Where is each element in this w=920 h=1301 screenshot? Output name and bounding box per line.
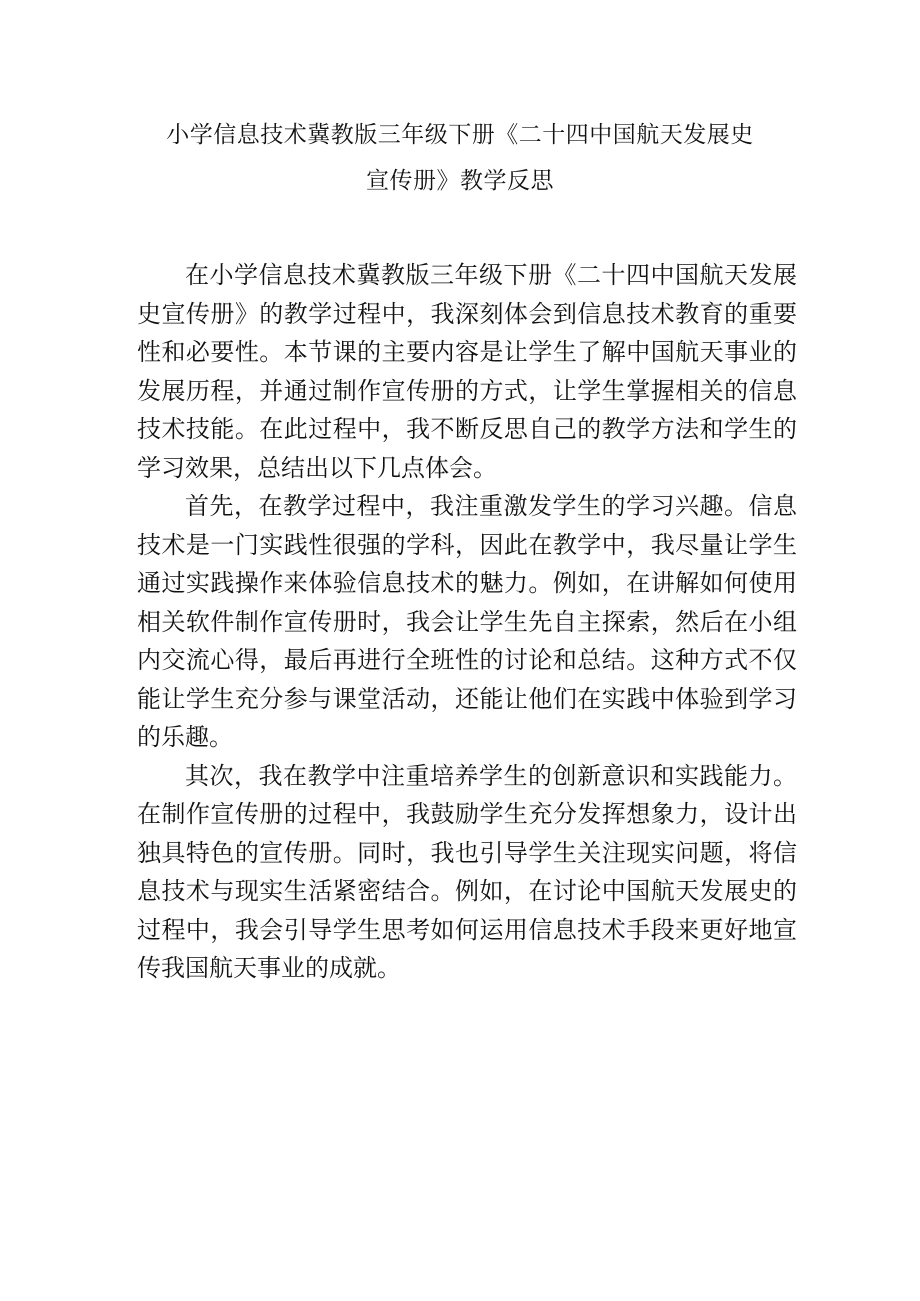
title-line-2: 宣传册》教学反思	[366, 168, 554, 194]
paragraph-intro: 在小学信息技术冀教版三年级下册《二十四中国航天发展史宣传册》的教学过程中，我深刻体会到信息技术教育的重要性和必要性。本节课的主要内容是让学生了解中国航天事业的发展历程，并通过制作宣传册的方式，让学生掌握相关的信息技术技能。在此过程中，我不断反思自己的教学方法和学生的学习效果，总结出以下几点体会。	[137, 261, 797, 482]
paragraph-second: 其次，我在教学中注重培养学生的创新意识和实践能力。在制作宣传册的过程中，我鼓励学生充分发挥想象力，设计出独具特色的宣传册。同时，我也引导学生关注现实问题，将信息技术与现实生活紧密结合。例如，在讨论中国航天发展史的过程中，我会引导学生思考如何运用信息技术手段来更好地宣传我国航天事业的成就。	[137, 761, 797, 982]
title-line-1: 小学信息技术冀教版三年级下册《二十四中国航天发展史	[166, 122, 754, 148]
document-body	[137, 256, 797, 988]
document-title	[130, 112, 790, 204]
paragraph-first: 首先，在教学过程中，我注重激发学生的学习兴趣。信息技术是一门实践性很强的学科，因此在教学中，我尽量让学生通过实践操作来体验信息技术的魅力。例如，在讲解如何使用相关软件制作宣传册时，我会让学生先自主探索，然后在小组内交流心得，最后再进行全班性的讨论和总结。这种方式不仅能让学生充分参与课堂活动，还能让他们在实践中体验到学习的乐趣。	[137, 492, 797, 751]
